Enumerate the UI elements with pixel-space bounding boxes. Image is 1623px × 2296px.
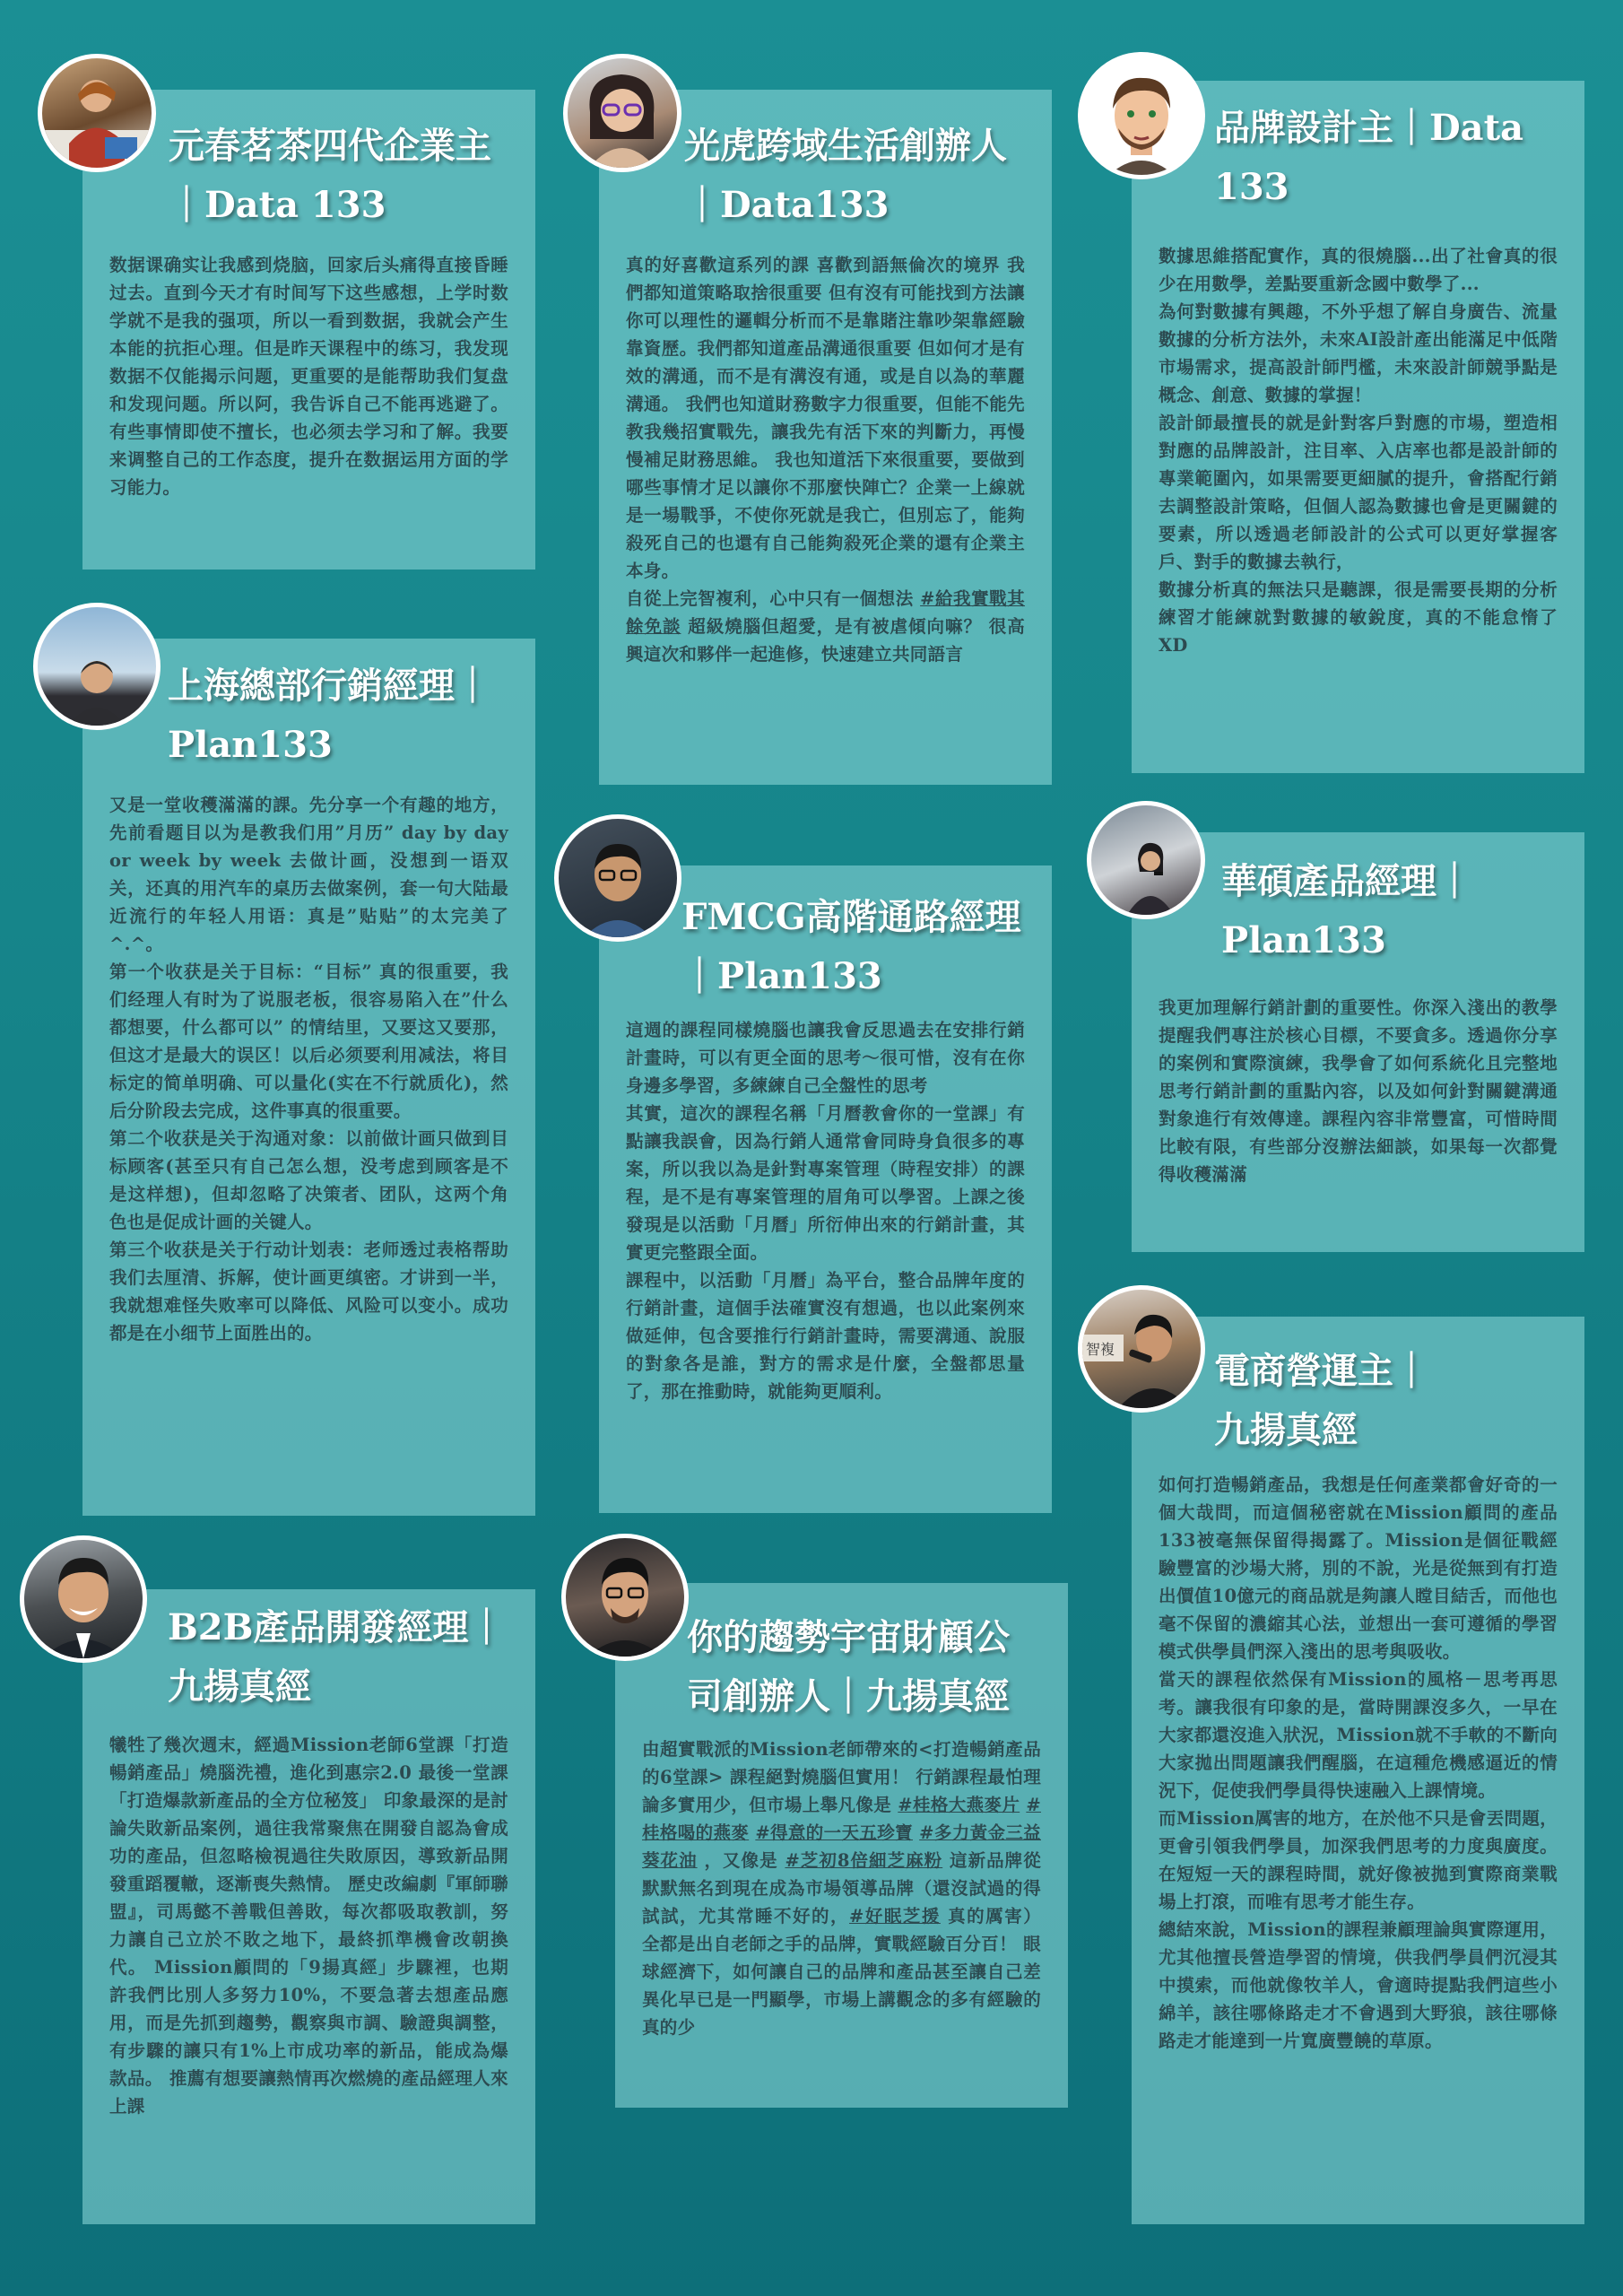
card-paragraph: 課程中，以活動「月曆」為平台，整合品牌年度的行銷計畫，這個手法確實沒有想過，也以此案例來做延伸，包含要推行行銷計畫時，需要溝通、說服的對象各是誰，對方的需求是什麼，全盤都思量了，那在推動時，就能夠更順利。: [626, 1270, 1025, 1402]
testimonial-card: [615, 1583, 1068, 2108]
avatar: [563, 54, 681, 172]
card-paragraph: 為何對數據有興趣，不外乎想了解自身廣告、流量數據的分析方法外，未來AI設計產出能滿足中低階市場需求，提高設計師門檻，未來設計師競爭點是概念、創意、數據的掌握！: [1159, 301, 1558, 405]
card-body: [1159, 994, 1558, 1188]
card-paragraph: 第一个收获是关于目标：“目标” 真的很重要，我们经理人有时为了说服老板，很容易陷入在”什么都想要，什么都可以” 的情结里，又要这又要那，但这才是最大的误区！以后必须要利用减法，将目标定的简单明确、可以量化(实在不行就质化)，然后分阶段去完成，这件事真的很重要。: [109, 961, 508, 1121]
card-title: 電商營運主｜ 九揚真經: [1214, 1350, 1429, 1451]
card-body: [109, 1731, 508, 2120]
card-title: 上海總部行銷經理｜ Plan133: [168, 665, 490, 766]
card-paragraph: 總結來說，Mission的課程兼顧理論與實際運用，尤其他擅長營造學習的情境，供我們學員們沉浸其中摸索，而他就像牧羊人，會適時提點我們這些小綿羊，該往哪條路走才不會遇到大野狼，該往哪條路走才能達到一片寬廣豐饒的草原。: [1159, 1919, 1558, 2051]
testimonial-card: [599, 865, 1052, 1513]
testimonial-card: [82, 90, 535, 570]
card-paragraph: 由超實戰派的Mission老師帶來的<打造暢銷產品的6堂課> 課程絕對燒腦但實用！ 行銷課程最怕理論多實用少，但市場上舉凡像是 #桂格大燕麥片 #桂格喝的燕麥 #得意的一天五珍寶 #多力黃金三益葵花油 ，又像是 #芝初8倍細芝麻粉 這新品牌從默默無名到現在成為市場領導品牌（還沒試過的得試試，尤其常睡不好的，#好眠芝援 真的厲害） 全都是出自老師之手的品牌，實戰經驗百分百！ 眼球經濟下，如何讓自己的品牌和產品甚至讓自己差異化早已是一門顯學，市場上講觀念的多有經驗的真的少: [642, 1739, 1041, 2038]
hashtag-link[interactable]: #桂格大燕麥片: [898, 1795, 1020, 1815]
card-paragraph-underlined: 自從上完智複利，心中只有一個想法 #給我實戰其餘免談 超級燒腦但超愛，是有被虐傾向嘛？ 很高興這次和夥伴一起進修，快速建立共同語言: [626, 588, 1026, 665]
testimonial-card: [1086, 1317, 1584, 2224]
card-paragraph: 數據思維搭配實作，真的很燒腦...出了社會真的很少在用數學，差點要重新念國中數學了...: [1159, 246, 1558, 294]
testimonial-card: [1132, 81, 1584, 773]
card-paragraph: 設計師最擅長的就是針對客戶對應的市場，塑造相對應的品牌設計，注目率、入店率也都是設計師的專業範圍內，如果需要更細膩的提升，會搭配行銷去調整設計策略，但個人認為數據也會是更關鍵的要素，所以透過老師設計的公式可以更好掌握客戶、對手的數據去執行，: [1159, 413, 1558, 572]
avatar: [554, 814, 681, 942]
card-body: [109, 251, 508, 501]
avatar: [1078, 52, 1205, 179]
avatar: [20, 1535, 147, 1663]
avatar: [1078, 1285, 1205, 1413]
person-photo-icon: [24, 1540, 143, 1658]
card-paragraph: 第二个收获是关于沟通对象：以前做计画只做到目标顾客(甚至只有自己怎么想，没考虑到顾客是不是这样想)，但却忽略了决策者、团队，这两个角色也是促成计画的关键人。: [109, 1128, 508, 1232]
avatar: [561, 1534, 689, 1661]
card-paragraph: 犧牲了幾次週末，經過Mission老師6堂課「打造暢銷產品」燒腦洗禮，進化到惠宗2.0 最後一堂課「打造爆款新產品的全方位秘笈」 印象最深的是討論失敗新品案例，過往我常聚焦在開發自認為會成功的產品，但忽略檢視過往失敗原因，導致新品開發重蹈覆轍，逐漸喪失熱情。 歷史改編劇『軍師聯盟』，司馬懿不善戰但善敗，每次都吸取教訓，努力讓自己立於不敗之地下，最終抓準機會改朝換代。 Mission顧問的「9揚真經」步驟裡，也期許我們比別人多努力10%，不要急著去想產品應用，而是先抓到趨勢，觀察與市調、驗證與調整，有步驟的讓只有1%上市成功率的新品，能成為爆款品。 推薦有想要讓熱情再次燃燒的產品經理人來上課: [109, 1735, 508, 2117]
hashtag-link[interactable]: #好眠芝援: [849, 1906, 941, 1926]
hashtag-link[interactable]: #得意的一天五珍寶: [755, 1822, 913, 1843]
person-photo-icon: [559, 819, 677, 937]
card-paragraph: 而Mission厲害的地方，在於他不只是會丟問題，更會引領我們學員，加深我們思考的力度與廣度。在短短一天的課程時間，就好像被拋到實際商業戰場上打滾，而唯有思考才能生存。: [1159, 1808, 1558, 1912]
card-body: [642, 1735, 1041, 2041]
hashtag-link[interactable]: #桂格喝的燕麥: [642, 1795, 1041, 1843]
card-body: [109, 791, 508, 1347]
card-paragraph: 這週的課程同樣燒腦也讓我會反思過去在安排行銷計畫時，可以有更全面的思考～很可惜，沒有在你身邊多學習，多練練自己全盤性的思考: [626, 1020, 1025, 1096]
card-paragraph: [626, 585, 1025, 668]
testimonial-card: [1132, 832, 1584, 1252]
card-title: 元春茗茶四代企業主 ｜Data 133: [169, 125, 491, 226]
testimonial-card: [599, 90, 1052, 785]
avatar: [38, 54, 156, 172]
card-body: [1159, 242, 1558, 659]
card-title: FMCG高階通路經理 ｜Plan133: [681, 896, 1021, 997]
card-paragraph: 我更加理解行銷計劃的重要性。你深入淺出的教學提醒我們專注於核心目標，不要貪多。透過你分享的案例和實際演練，我學會了如何系統化且完整地思考行銷計劃的重點內容，以及如何針對關鍵溝通對象進行有效傳達。課程內容非常豐富，可惜時間比較有限，有些部分沒辦法細談，如果每一次都覺得收穫滿滿: [1159, 997, 1558, 1185]
person-photo-icon: [1091, 805, 1201, 915]
avatar-sign-text: 智複: [1086, 1341, 1115, 1358]
card-paragraph: 數據分析真的無法只是聽課，很是需要長期的分析練習才能練就對數據的敏銳度，真的不能怠惰了XD: [1159, 579, 1558, 656]
hashtag-link[interactable]: #芝初8倍細芝麻粉: [785, 1850, 943, 1871]
card-title: B2B產品開發經理｜ 九揚真經: [168, 1606, 505, 1708]
card-title: 品牌設計主｜Data 133: [1214, 107, 1523, 208]
card-paragraph: 當天的課程依然保有Mission的風格－思考再思考。讓我很有印象的是，當時開課沒多久，一早在大家都還沒進入狀況，Mission就不手軟的不斷向大家拋出問題讓我們醒腦，在這種危機感逼近的情況下，促使我們學員得快速融入上課情境。: [1159, 1669, 1558, 1801]
person-photo-icon: [568, 58, 677, 168]
card-title: 華碩產品經理｜ Plan133: [1221, 860, 1472, 961]
cartoon-man-icon: [1082, 57, 1201, 175]
card-paragraph: 其實，這次的課程名稱「月曆教會你的一堂課」有點讓我誤會，因為行銷人通常會同時身負很多的專案，所以我以為是針對專案管理（時程安排）的課程，是不是有專案管理的眉角可以學習。上課之後發現是以活動「月曆」所衍伸出來的行銷計畫，其實更完整跟全面。: [626, 1103, 1025, 1263]
card-body: [1159, 1471, 1558, 2055]
avatar: [33, 603, 161, 730]
card-body: [626, 251, 1025, 668]
card-paragraph: 第三个收获是关于行动计划表：老师透过表格帮助我们去厘清、拆解，使计画更缜密。才讲到一半，我就想难怪失败率可以降低、风险可以变小。成功都是在小细节上面胜出的。: [109, 1239, 508, 1344]
card-title: 光虎跨域生活創辦人 ｜Data133: [684, 125, 1007, 226]
person-photo-icon: [1082, 1290, 1201, 1408]
testimonial-card: [82, 639, 535, 1516]
person-photo-icon: [566, 1538, 684, 1657]
person-photo-icon: [42, 58, 152, 168]
hashtag-link[interactable]: #給我實戰其餘免談: [626, 588, 1026, 637]
card-paragraph: 如何打造暢銷產品，我想是任何產業都會好奇的一個大哉問，而這個秘密就在Mission顧問的產品133被毫無保留得揭露了。Mission是個征戰經驗豐富的沙場大將，別的不說，光是從無到有打造出價值10億元的商品就是夠讓人瞠目結舌，而他也毫不保留的濃縮其心法，並想出一套可遵循的學習模式供學員們深入淺出的思考與吸收。: [1159, 1474, 1558, 1662]
testimonial-card: [82, 1589, 535, 2224]
hashtag-link[interactable]: #多力黃金三益葵花油: [642, 1822, 1041, 1871]
card-title: 你的趨勢宇宙財顧公 司創辦人｜九揚真經: [687, 1616, 1010, 1718]
person-photo-icon: [38, 607, 156, 726]
avatar: [1087, 801, 1205, 919]
card-paragraph: 又是一堂收穫滿滿的課。先分享一个有趣的地方，先前看题目以为是教我们用”月历” day by day or week by week 去做计画，没想到一语双关，还真的用汽车的桌历去做案例，套一句大陆最近流行的年轻人用语：真是”贴贴”的太完美了^.^。: [109, 795, 508, 954]
card-paragraph: 数据课确实让我感到烧脑，回家后头痛得直接昏睡过去。直到今天才有时间写下这些感想，上学时数学就不是我的强项，所以一看到数据，我就会产生本能的抗拒心理。但是昨天课程中的练习，我发现数据不仅能揭示问题，更重要的是能帮助我们复盘和发现问题。所以阿，我告诉自己不能再逃避了。有些事情即使不擅长，也必须去学习和了解。我要来调整自己的工作态度，提升在数据运用方面的学习能力。: [109, 255, 508, 498]
card-body: [626, 1016, 1025, 1405]
card-paragraph: 真的好喜歡這系列的課 喜歡到語無倫次的境界 我們都知道策略取捨很重要 但有沒有可能找到方法讓你可以理性的邏輯分析而不是靠賭注靠吵架靠經驗靠資歷。我們都知道產品溝通很重要 但如何才是有效的溝通，而不是有溝沒有通，或是自以為的華麗溝通。 我們也知道財務數字力很重要，但能不能先教我幾招實戰先，讓我先有活下來的判斷力，再慢慢補足財務思維。 我也知道活下來很重要，要做到哪些事情才足以讓你不那麼快陣亡？企業一上線就是一場戰爭，不使你死就是我亡，但別忘了，能夠殺死自己的也還有自己能夠殺死企業的還有企業主本身。: [626, 255, 1025, 581]
